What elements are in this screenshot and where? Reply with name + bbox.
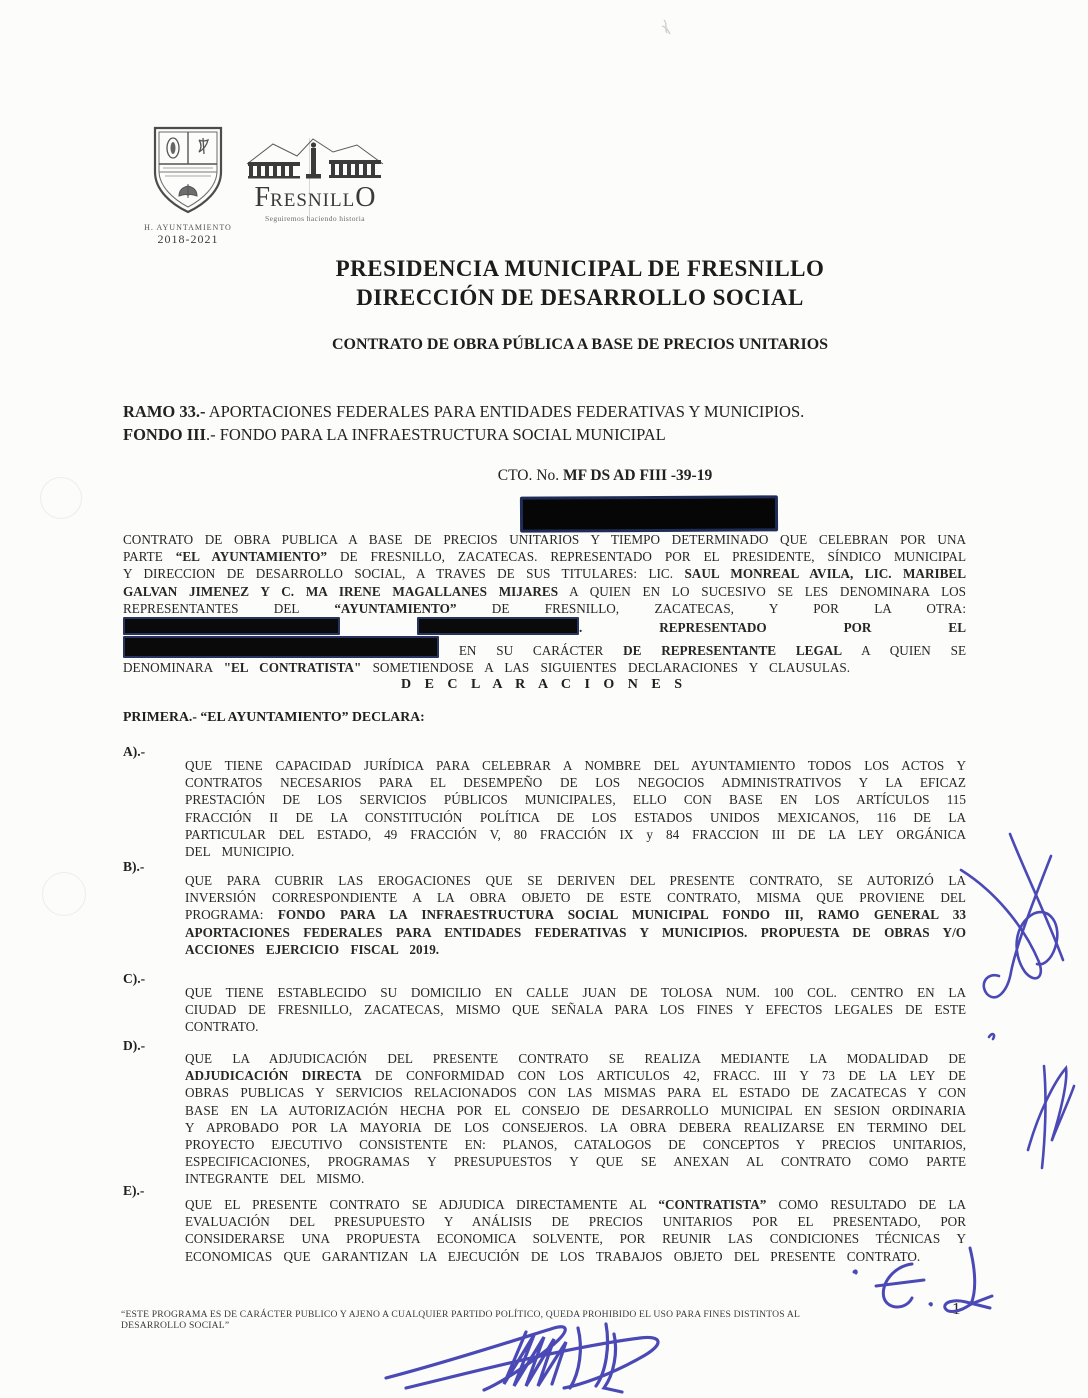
item-c-label: C).- bbox=[123, 971, 146, 986]
text-segment: EN SU CARÁCTER bbox=[439, 643, 624, 659]
text-segment: DE FRESNILLO, ZACATECAS, Y POR LA OTRA: bbox=[456, 600, 966, 616]
document-title bbox=[80, 254, 1080, 312]
redaction-box bbox=[123, 636, 439, 658]
item-a-label: A).- bbox=[123, 744, 146, 759]
scan-smudge bbox=[658, 18, 674, 36]
footer-legend: “ESTE PROGRAMA ES DE CARÁCTER PUBLICO Y AJENO A CUALQUIER PARTIDO POLÍTICO, QUEDA PROHIBIDO EL USO PARA FINES DISTINTOS AL DESARROLLO SOCIAL” bbox=[121, 1309, 800, 1331]
text-segment: “CONTRATISTA” bbox=[658, 1197, 767, 1212]
text-segment: QUE PARA CUBRIR LAS EROGACIONES QUE SE DERIVEN DEL PRESENTE CONTRATO, SE AUTORIZÓ LA INVERSIÓN CORRESPONDIENTE A LA OBRA OBJETO DE ESTE CONTRATO, MISMA QUE PROVIENE DEL PROGRAMA: bbox=[185, 873, 966, 923]
fondo-line bbox=[123, 423, 975, 446]
fresnillo-wordmark bbox=[240, 183, 390, 217]
text-segment: “EL AYUNTAMIENTO” bbox=[175, 549, 327, 565]
intro-paragraph bbox=[123, 531, 966, 677]
margin-signature-ink bbox=[955, 832, 1087, 1047]
page-number: 1 bbox=[952, 1299, 961, 1318]
fresnillo-logo bbox=[240, 136, 390, 223]
redaction-box bbox=[417, 617, 579, 635]
text-segment: DE CONFORMIDAD CON LOS ARTICULOS 42, FRACC. III Y 73 DE LA LEY DE OBRAS PUBLICAS Y SERVICIOS RELACIONADOS CON LAS MISMAS PARA EL ESTADO DE ZACATECAS Y CON BASE EN LA AUTORIZACIÓN HECHA POR EL CONSEJO DE DESARROLLO MUNICIPAL EN SESION ORDINARIA Y APROBADO POR LA MAYORIA DE LOS CONSEJEROS. LA OBRA DEBERA REALIZARSE EN TERMINO DEL PROYECTO EJECUTIVO CONSISTENTE EN: PLANOS, CATALOGOS DE CONCEPTOS Y PRECIOS UNITARIOS, ESPECIFICACIONES, PROGRAMAS Y PRESUPUESTOS Y QUE SE ANEXAN AL CONTRATO COMO PARTE INTEGRANTE DEL MISMO. bbox=[185, 1068, 966, 1187]
item-e-paragraph bbox=[185, 1196, 966, 1265]
initials-ej-ink bbox=[850, 1242, 1010, 1337]
text-segment: A QUIEN SE DENOMINARA bbox=[123, 643, 967, 676]
item-e-label: E).- bbox=[123, 1183, 145, 1198]
contract-number-line bbox=[120, 467, 1088, 485]
program-heading bbox=[123, 400, 975, 446]
text-segment: DE REPRESENTANTE LEGAL bbox=[623, 643, 843, 659]
text-segment: "EL CONTRATISTA" bbox=[223, 660, 362, 676]
crest-years: 2018-2021 bbox=[157, 232, 219, 246]
item-a-paragraph: QUE TIENE CAPACIDAD JURÍDICA PARA CELEBRAR A NOMBRE DEL AYUNTAMIENTO TODOS LOS ACTOS Y CONTRATOS NECESARIOS PARA EL DESEMPEÑO DE LOS NEGOCIOS ADMINISTRATIVOS Y LA EFICAZ PRESTACIÓN DE LOS SERVICIOS PÚBLICOS MUNICIPALES, ELLO CON BASE EN LOS ARTÍCULOS 115 FRACCIÓN II DE LA CONSTITUCIÓN POLÍTICA DE LOS ESTADOS UNIDOS MEXICANOS, 116 DE LA PARTICULAR DEL ESTADO, 49 FRACCIÓN V, 80 FRACCIÓN IX y 84 FRACCION III DE LA LEY ORGÁNICA DEL MUNICIPIO. bbox=[185, 758, 966, 860]
primera-heading: PRIMERA.- “EL AYUNTAMIENTO” DECLARA: bbox=[123, 709, 425, 724]
fresnillo-skyline-icon bbox=[245, 136, 385, 180]
redaction-box bbox=[123, 617, 340, 635]
text-segment: . REPRESENTADO POR EL bbox=[578, 620, 966, 636]
wordmark-final: O bbox=[355, 182, 376, 213]
crest-shield-icon bbox=[147, 124, 229, 216]
item-b-label: B).- bbox=[123, 859, 145, 874]
text-segment: COMO RESULTADO DE LA EVALUACIÓN DEL PRESUPUESTO Y ANÁLISIS DE PRECIOS UNITARIOS POR EL PRESENTADO, POR CONSIDERARSE UNA PROPUESTA ECONOMICA SOLVENTE, POR REUNIR LAS CONDICIONES TÉCNICAS Y ECONOMICAS QUE GARANTIZAN LA EJECUCIÓN DE LOS TRABAJOS OBJETO DEL PRESENTE CONTRATO. bbox=[185, 1197, 966, 1264]
municipal-crest-logo bbox=[136, 124, 240, 247]
margin-initial-ink bbox=[1014, 1052, 1084, 1172]
text-segment: “AYUNTAMIENTO” bbox=[334, 600, 457, 616]
hole-punch bbox=[42, 872, 86, 916]
crest-caption: H. AYUNTAMIENTO bbox=[144, 223, 232, 232]
text-segment: DE FRESNILLO, ZACATECAS. REPRESENTADO POR EL PRESIDENTE, SÍNDICO MUNICIPAL Y DIRECCION DE DESARROLLO SOCIAL, A TRAVES DE SUS TITULARES: LIC. bbox=[123, 549, 967, 582]
text-segment: ADJUDICACIÓN DIRECTA bbox=[185, 1068, 362, 1084]
redaction-box bbox=[520, 495, 778, 532]
text-segment: SAUL MONREAL AVILA, LIC. MARIBEL GALVAN JIMENEZ Y C. MA IRENE MAGALLANES MIJARES bbox=[123, 566, 967, 599]
wordmark-initial: F bbox=[254, 182, 271, 213]
title-line-2: DIRECCIÓN DE DESARROLLO SOCIAL bbox=[356, 285, 804, 310]
text-segment: CONTRATO DE OBRA PUBLICA A BASE DE PRECIOS UNITARIOS Y TIEMPO DETERMINADO QUE CELEBRAN POR UNA PARTE bbox=[123, 532, 966, 565]
declarations-heading: D E C L A R A C I O N E S bbox=[400, 677, 688, 692]
text-segment: SOMETIENDOSE A LAS SIGUIENTES DECLARACIONES Y CLAUSULAS. bbox=[361, 660, 851, 676]
ramo-label: RAMO 33.- bbox=[123, 402, 206, 421]
document-subtitle: CONTRATO DE OBRA PÚBLICA A BASE DE PRECIOS UNITARIOS bbox=[331, 336, 829, 353]
ramo-text: APORTACIONES FEDERALES PARA ENTIDADES FEDERATIVAS Y MUNICIPIOS. bbox=[205, 402, 805, 421]
text-segment: A QUIEN EN LO SUCESIVO SE LES DENOMINARA LOS REPRESENTANTES DEL bbox=[123, 583, 966, 616]
hole-punch bbox=[40, 477, 82, 519]
bottom-signature-ink bbox=[378, 1318, 690, 1398]
wordmark-middle: RESNILL bbox=[270, 190, 356, 211]
item-b-paragraph bbox=[185, 872, 966, 958]
text-segment: QUE LA ADJUDICACIÓN DEL PRESENTE CONTRATO SE REALIZA MEDIANTE LA MODALIDAD DE bbox=[185, 1051, 966, 1066]
contract-number-value: MF DS AD FIII -39-19 bbox=[562, 467, 713, 484]
fondo-label: FONDO III bbox=[123, 425, 206, 444]
item-d-label: D).- bbox=[123, 1038, 146, 1053]
item-c-paragraph: QUE TIENE ESTABLECIDO SU DOMICILIO EN CALLE JUAN DE TOLOSA NUM. 100 COL. CENTRO EN LA CIUDAD DE FRESNILLO, ZACATECAS, MISMO QUE SEÑALA PARA LOS FINES Y EFECTOS LEGALES DE ESTE CONTRATO. bbox=[185, 985, 966, 1035]
item-d-paragraph bbox=[185, 1050, 966, 1188]
ramo-line bbox=[123, 400, 975, 423]
text-segment: FONDO PARA LA INFRAESTRUCTURA SOCIAL MUNICIPAL FONDO III, RAMO GENERAL 33 APORTACIONES FEDERALES PARA ENTIDADES FEDERATIVAS Y MUNICIPIOS. PROPUESTA DE OBRAS Y/O ACCIONES EJERCICIO FISCAL 2019. bbox=[185, 907, 966, 957]
fondo-text: .- FONDO PARA LA INFRAESTRUCTURA SOCIAL MUNICIPAL bbox=[205, 425, 666, 444]
text-segment: QUE EL PRESENTE CONTRATO SE ADJUDICA DIRECTAMENTE AL bbox=[185, 1197, 659, 1212]
contract-number-label: CTO. No. bbox=[497, 467, 563, 484]
fresnillo-tagline: Seguiremos haciendo historia bbox=[265, 214, 365, 223]
title-line-1: PRESIDENCIA MUNICIPAL DE FRESNILLO bbox=[335, 256, 825, 281]
